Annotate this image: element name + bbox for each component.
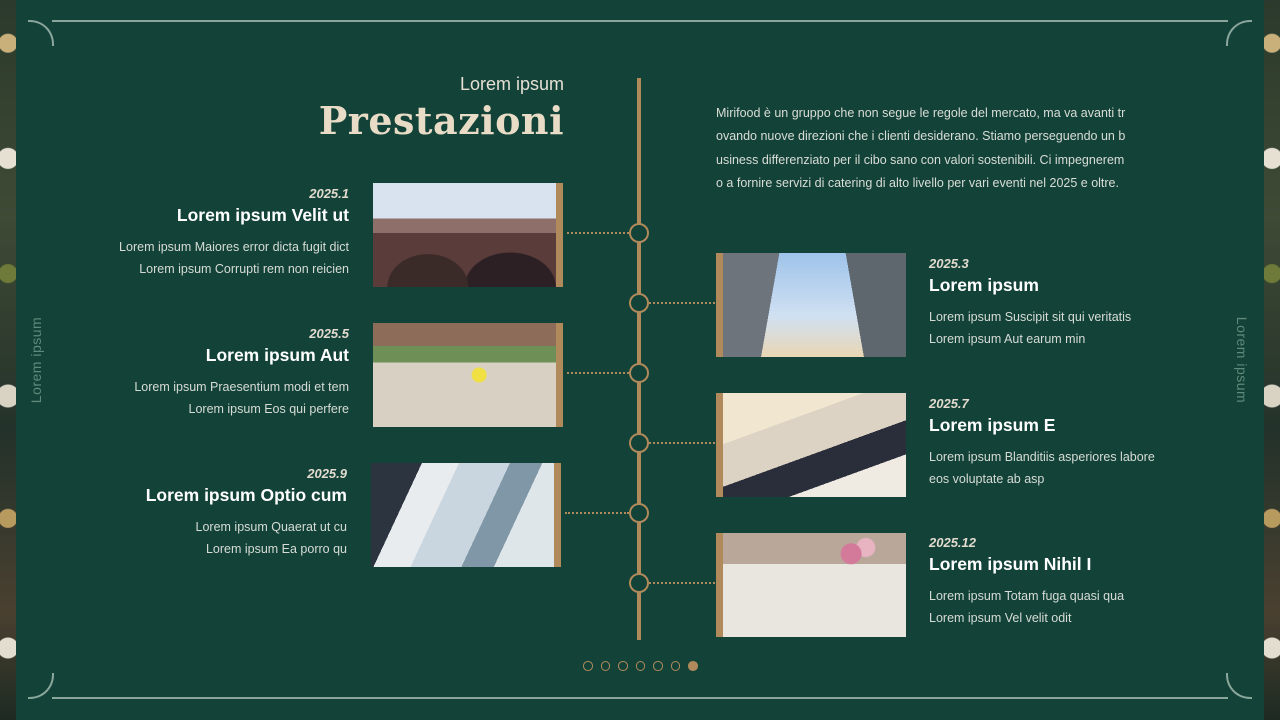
timeline-node — [629, 223, 649, 243]
item-heading: Lorem ipsum E — [929, 415, 1056, 435]
item-description-line: Lorem ipsum Eos qui perfere — [188, 402, 349, 416]
football-photo — [373, 323, 563, 427]
item-description-line: Lorem ipsum Corrupti rem non reicien — [139, 262, 349, 276]
item-description-line: Lorem ipsum Aut earum min — [929, 332, 1086, 346]
item-description-line: eos voluptate ab asp — [929, 472, 1045, 486]
item-year: 2025.7 — [929, 396, 969, 411]
side-label-right: Lorem ipsum — [1234, 316, 1250, 404]
item-description-line: Lorem ipsum Totam fuga quasi qua — [929, 589, 1125, 603]
frame-top-line — [52, 20, 1228, 22]
frame-corner-top-left — [28, 20, 54, 46]
pagination-dot[interactable] — [583, 661, 593, 671]
timeline-connector — [567, 372, 629, 374]
item-description-line: Lorem ipsum Quaerat ut cu — [195, 520, 347, 534]
frame-bottom-line — [52, 697, 1228, 699]
item-year: 2025.3 — [929, 256, 969, 271]
item-description — [929, 585, 1189, 629]
pagination-dot[interactable] — [618, 661, 628, 671]
pagination-dot-active[interactable] — [688, 661, 698, 671]
item-description — [929, 446, 1189, 490]
timeline-connector — [567, 232, 629, 234]
item-description-line: Lorem ipsum Suscipit sit qui veritatis — [929, 310, 1132, 324]
frame-corner-bottom-right — [1226, 673, 1252, 699]
timeline-connector — [565, 512, 629, 514]
timeline-node — [629, 433, 649, 453]
banquet-table-photo — [716, 533, 906, 637]
item-heading: Lorem ipsum Aut — [205, 345, 349, 365]
item-description — [7, 516, 347, 560]
timeline-connector — [649, 442, 715, 444]
timeline-item — [9, 326, 349, 420]
timeline-node — [629, 573, 649, 593]
business-desk-photo — [716, 393, 906, 497]
timeline-node — [629, 363, 649, 383]
item-year: 2025.5 — [309, 326, 349, 341]
item-description-line: Lorem ipsum Maiores error dicta fugit dict — [119, 240, 349, 254]
timeline-connector — [649, 302, 715, 304]
frame-corner-bottom-left — [28, 673, 54, 699]
meeting-applause-photo — [371, 463, 561, 567]
item-heading: Lorem ipsum Optio cum — [145, 485, 347, 505]
pagination-dot[interactable] — [653, 661, 663, 671]
item-description-line: Lorem ipsum Blanditiis asperiores labore — [929, 450, 1155, 464]
item-heading: Lorem ipsum Velit ut — [176, 205, 349, 225]
timeline-node — [629, 503, 649, 523]
item-description-line: Lorem ipsum Praesentium modi et tem — [134, 380, 349, 394]
timeline-item — [929, 396, 1189, 490]
frame-corner-top-right — [1226, 20, 1252, 46]
slide — [16, 0, 1264, 720]
pagination-dot[interactable] — [671, 661, 681, 671]
page-title: Prestazioni — [318, 98, 564, 143]
item-year: 2025.12 — [929, 535, 976, 550]
timeline-connector — [649, 582, 715, 584]
item-heading: Lorem ipsum Nihil I — [929, 554, 1092, 574]
item-heading: Lorem ipsum — [929, 275, 1039, 295]
right-food-photo-strip — [1264, 0, 1280, 720]
item-year: 2025.1 — [309, 186, 349, 201]
timeline-axis — [637, 78, 641, 640]
item-description-line: Lorem ipsum Vel velit odit — [929, 611, 1072, 625]
pagination-dot[interactable] — [601, 661, 611, 671]
timeline-item — [7, 466, 347, 560]
side-label-left: Lorem ipsum — [28, 316, 44, 404]
conference-photo — [373, 183, 563, 287]
item-description-line: Lorem ipsum Ea porro qu — [205, 542, 347, 556]
timeline-item — [929, 535, 1189, 629]
intro-paragraph: Mirifood è un gruppo che non segue le regole del mercato, ma va avanti trovando nuove direzioni che i clienti desiderano. Stiamo perseguendo un business differenziato per il cibo sano con valori sostenibili. Ci impegneremo a fornire servizi di catering di alto livello per vari eventi nel 2025 e oltre. — [716, 106, 1126, 190]
timeline-item — [929, 256, 1189, 350]
pagination-dot[interactable] — [636, 661, 646, 671]
timeline-item — [9, 186, 349, 280]
page-subtitle: Lorem ipsum — [459, 74, 564, 94]
item-description — [9, 236, 349, 280]
pagination-dots — [583, 661, 698, 671]
timeline-node — [629, 293, 649, 313]
skyscrapers-photo — [716, 253, 906, 357]
item-year: 2025.9 — [307, 466, 347, 481]
item-description — [929, 306, 1189, 350]
item-description — [9, 376, 349, 420]
